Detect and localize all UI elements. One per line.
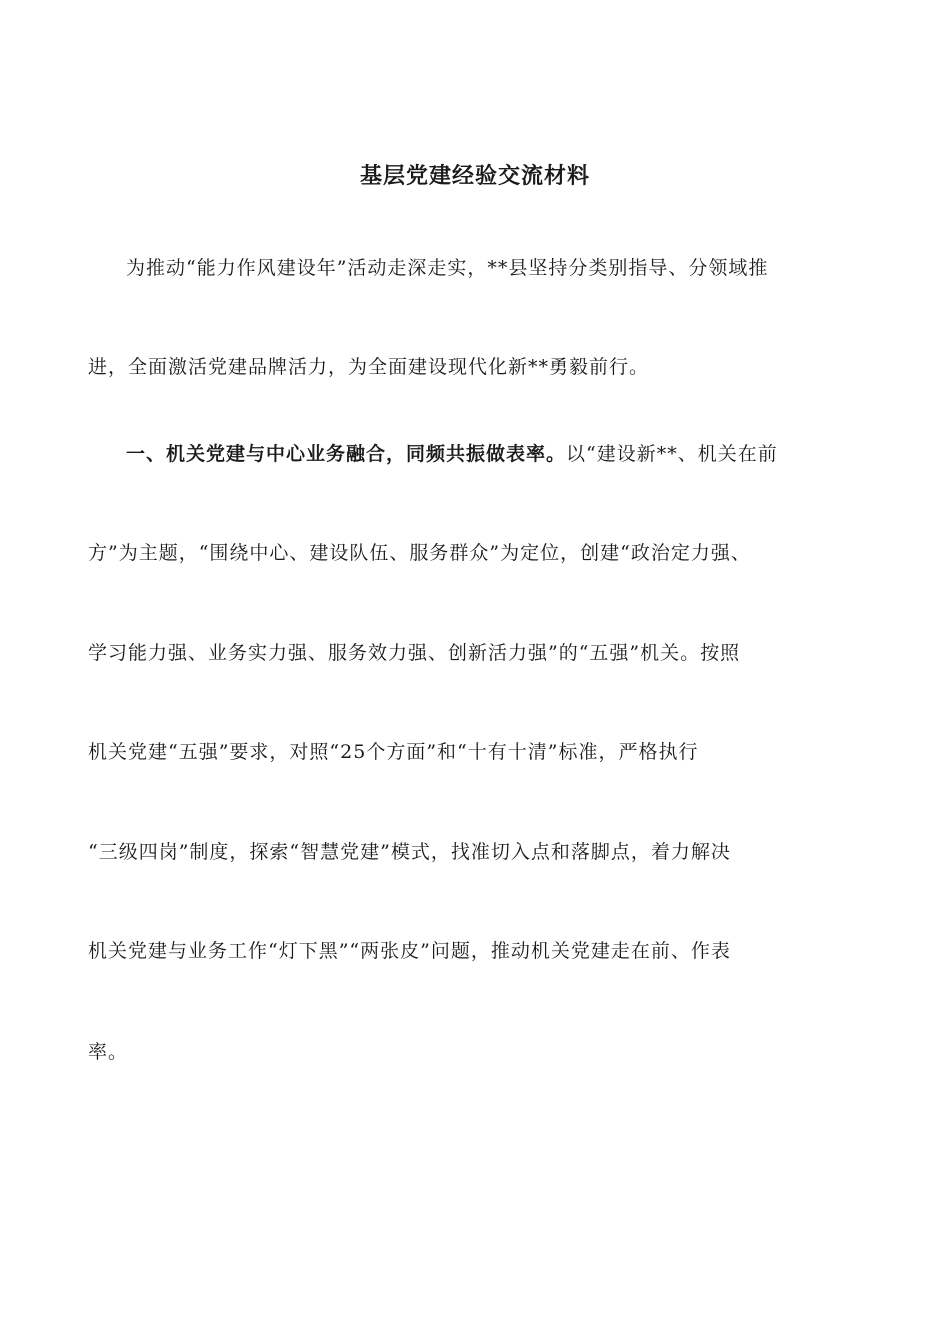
paragraph-1-line-1: 为推动“能力作风建设年”活动走深走实，**县坚持分类别指导、分领域推 [126,257,769,279]
paragraph-1-line-2: 进，全面激活党建品牌活力，为全面建设现代化新**勇毅前行。 [88,356,650,378]
paragraph-2-line-1-rest: 以“建设新**、机关在前 [566,443,778,465]
paragraph-2-line-2: 方”为主题，“围绕中心、建设队伍、服务群众”为定位，创建“政治定力强、 [88,542,751,564]
paragraph-2-line-3: 学习能力强、业务实力强、服务效力强、创新活力强”的“五强”机关。按照 [88,642,741,664]
section-heading: 一、机关党建与中心业务融合，同频共振做表率。 [126,443,567,465]
paragraph-2-line-5: “三级四岗”制度，探索“智慧党建”模式，找准切入点和落脚点，着力解决 [88,841,731,863]
paragraph-2-line-7: 率。 [88,1041,129,1063]
paragraph-2-line-4: 机关党建“五强”要求，对照“25个方面”和“十有十清”标准，严格执行 [88,741,699,763]
paragraph-2-line-1 [126,439,868,469]
paragraph-2-line-6: 机关党建与业务工作“灯下黑”“两张皮”问题，推动机关党建走在前、作表 [88,940,731,962]
document-title: 基层党建经验交流材料 [359,163,590,189]
